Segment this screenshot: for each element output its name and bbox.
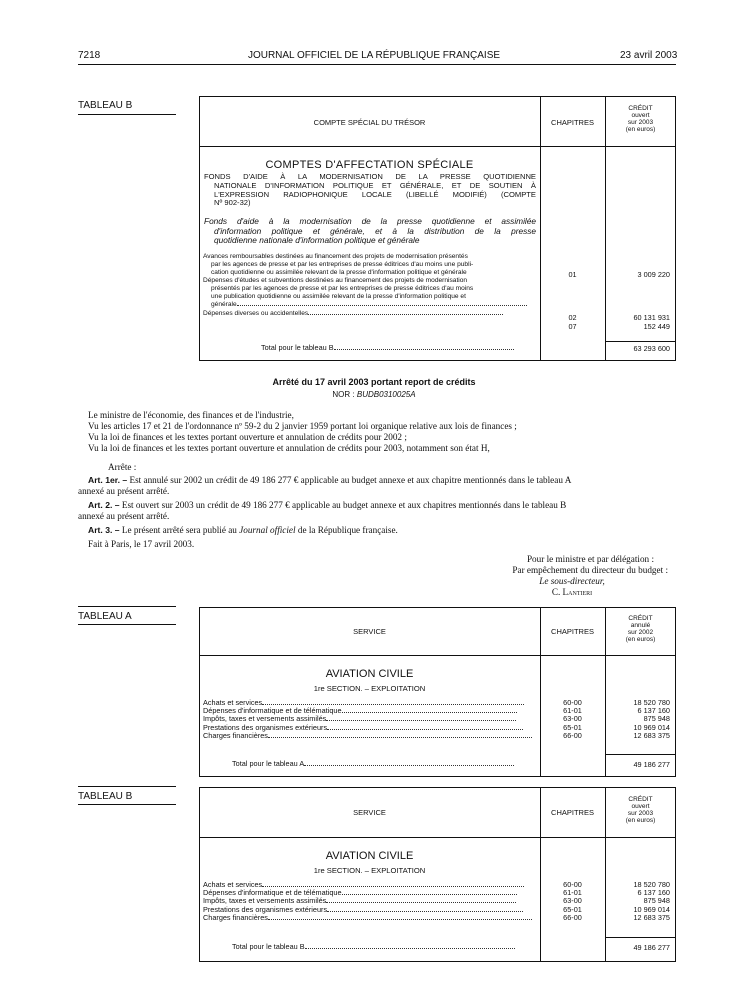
article-text: Est annulé sur 2002 un crédit de 49 186 277 € applicable au budget annexe et aux chapitre mentionnés dans le tableau A — [129, 475, 572, 485]
service-rows — [203, 699, 537, 740]
chapter-cell: 61-01 — [563, 888, 582, 898]
total-row — [232, 943, 515, 951]
intro-line: Vu les articles 17 et 21 de l'ordonnance nº 59-2 du 2 janvier 1959 portant loi organique relative aux lois de finances ; — [88, 421, 517, 431]
column-header-chapters: CHAPITRES — [551, 808, 594, 817]
header-divider — [199, 146, 676, 147]
article-label: Art. 2. – — [88, 500, 120, 510]
service-rows — [203, 881, 537, 922]
credit-line: sur 2003 — [627, 119, 654, 126]
section-title: COMPTES D'AFFECTATION SPÉCIALE — [265, 159, 474, 171]
total-divider — [605, 937, 676, 938]
dot-leader — [268, 914, 532, 920]
column-header-account: COMPTE SPÉCIAL DU TRÉSOR — [313, 118, 426, 127]
table-label: TABLEAU B — [78, 791, 133, 802]
row-label: Impôts, taxes et versements assimilés — [203, 714, 327, 724]
article-line: annexé au présent arrêté. — [78, 511, 170, 521]
article-2 — [78, 500, 676, 522]
dot-leader — [262, 699, 524, 705]
amount-cell: 10 969 014 — [633, 722, 670, 732]
article-text: de la République française. — [295, 525, 398, 535]
credit-line: annulé — [630, 622, 651, 629]
chapter-cell: 60-00 — [563, 698, 582, 707]
column-header-credit — [605, 105, 676, 133]
dot-leader — [304, 760, 514, 766]
row-label: Prestations des organismes extérieurs — [203, 904, 328, 914]
nor-reference — [0, 390, 748, 399]
item-text: générale — [211, 301, 237, 309]
credit-line: (en euros) — [625, 126, 656, 133]
table-label: TABLEAU A — [78, 611, 132, 622]
nor-code: BUDB0310025A — [356, 390, 416, 399]
total-amount: 63 293 600 — [633, 344, 670, 353]
dot-leader — [326, 897, 516, 903]
fund-title — [204, 173, 536, 208]
dot-leader — [326, 715, 516, 721]
service-title: AVIATION CIVILE — [325, 850, 414, 862]
journal-title: JOURNAL OFFICIEL DE LA RÉPUBLIQUE FRANÇAISE — [247, 50, 501, 61]
chapter-cell: 66-00 — [563, 912, 582, 922]
intro-line: Le ministre de l'économie, des finances et de l'industrie, — [88, 410, 294, 420]
signature-line: Le sous-directeur, — [539, 576, 605, 586]
article-text: Le présent arrêté sera publié au — [121, 525, 240, 535]
row-label: Charges financières — [203, 912, 268, 922]
item-line: Avances remboursables destinées au financement des projets de modernisation présentés — [203, 253, 468, 260]
chapter-cell: 65-01 — [563, 904, 582, 914]
chapter-cell: 61-01 — [563, 706, 582, 716]
amount-cell: 10 969 014 — [633, 904, 670, 914]
label-rule — [78, 114, 176, 115]
credit-line: CRÉDIT — [628, 615, 653, 622]
label-rule — [78, 786, 176, 787]
amount-cell: 18 520 780 — [633, 698, 670, 707]
amount-cell: 875 948 — [643, 896, 670, 906]
chapter-cell: 07 — [568, 322, 577, 331]
header-divider — [199, 837, 676, 838]
arrete-heading: Arrête : — [108, 462, 137, 472]
fund-line: L'EXPRESSION RADIOPHONIQUE LOCALE (LIBELLÉ MODIFIÉ) (COMPTE — [214, 189, 536, 199]
row-label: Achats et services — [203, 880, 263, 889]
column-header-chapters: CHAPITRES — [551, 118, 594, 127]
issue-date: 23 avril 2003 — [620, 50, 678, 61]
dot-leader — [305, 943, 515, 949]
total-divider — [605, 754, 676, 755]
item-line — [203, 309, 537, 318]
credit-line: (en euros) — [625, 817, 656, 824]
dot-leader — [262, 881, 524, 887]
credit-line: sur 2002 — [627, 629, 654, 636]
credit-line: (en euros) — [625, 636, 656, 643]
amount-cell: 12 683 375 — [633, 730, 670, 740]
chapter-cell: 63-00 — [563, 714, 582, 724]
total-amount: 49 186 277 — [633, 943, 670, 952]
dot-leader — [342, 889, 517, 895]
article-text: Est ouvert sur 2003 un crédit de 49 186 277 € applicable au budget annexe et aux chapitres mentionnés dans le tableau B — [121, 500, 567, 510]
decree-title: Arrêté du 17 avril 2003 portant report de crédits — [272, 377, 476, 387]
amount-cell: 12 683 375 — [633, 912, 670, 922]
label-rule — [78, 624, 176, 625]
row-label: Achats et services — [203, 698, 263, 707]
label-rule — [78, 804, 176, 805]
total-label: Total pour le tableau A — [232, 759, 305, 768]
total-amount: 49 186 277 — [633, 760, 670, 769]
chapter-cell: 60-00 — [563, 880, 582, 889]
dot-leader — [237, 300, 527, 306]
article-3 — [88, 525, 398, 536]
dot-leader — [327, 906, 523, 912]
total-label: Total pour le tableau B — [232, 942, 305, 951]
amount-cell: 875 948 — [643, 714, 670, 724]
total-label: Total pour le tableau B — [261, 343, 334, 352]
amount-cell: 60 131 931 — [633, 313, 670, 322]
credit-line: ouvert — [631, 112, 650, 119]
amount-cell: 18 520 780 — [633, 880, 670, 889]
budget-items — [203, 253, 537, 318]
column-header-service: SERVICE — [353, 627, 386, 636]
signature-line: Par empêchement du directeur du budget : — [512, 565, 668, 575]
item-line: cation quotidienne ou assimilée relevant de la presse d'information politique et générale — [211, 268, 467, 276]
total-row — [261, 344, 514, 352]
dot-leader — [308, 309, 503, 315]
chapter-cell: 02 — [568, 313, 577, 322]
chapter-cell: 66-00 — [563, 730, 582, 740]
page-number: 7218 — [78, 50, 101, 61]
subtitle-line: d'information politique et générale, et à la distribution de la presse — [214, 225, 536, 236]
credit-line: ouvert — [631, 803, 650, 810]
item-line: présentés par les agences de presse et par les entreprises de presse éditrices d'au moins — [211, 284, 474, 292]
amount-cell: 152 449 — [643, 322, 670, 331]
section-subtitle: 1re SECTION. – EXPLOITATION — [313, 866, 426, 875]
row-label: Prestations des organismes extérieurs — [203, 722, 328, 732]
article-1 — [78, 475, 676, 497]
nor-label: NOR : — [332, 390, 357, 399]
subtitle-line: Fonds d'aide à la modernisation de la presse quotidienne et assimilée — [204, 216, 536, 226]
chapter-column — [540, 881, 605, 922]
dot-leader — [342, 707, 517, 713]
fund-line: Nº 902-32) — [214, 198, 251, 208]
chapter-column — [540, 699, 605, 740]
column-header-service: SERVICE — [353, 808, 386, 817]
item-line — [203, 300, 537, 309]
row-label: Dépenses d'informatique et de télématique — [203, 706, 342, 716]
item-line: par les agences de presse et par les entreprises de presse éditrices d'au moins une publi- — [211, 260, 474, 268]
total-row — [232, 760, 514, 768]
item-line: Dépenses d'études et subventions destinées au financement des projets de modernisation — [203, 276, 468, 284]
item-line: une publication quotidienne ou assimilée relevant de la presse d'information politique et — [211, 292, 466, 300]
fund-line: FONDS D'AIDE À LA MODERNISATION DE LA PRESSE QUOTIDIENNE — [204, 172, 536, 181]
article-line — [78, 475, 676, 486]
amount-cell: 6 137 160 — [637, 706, 670, 716]
journal-name: Journal officiel — [239, 525, 296, 535]
amount-column — [605, 881, 670, 922]
dot-leader — [327, 724, 523, 730]
amount-column — [605, 699, 670, 740]
intro-line: Vu la loi de finances et les textes portant ouverture et annulation de crédits pour 2003, notamment son état H, — [88, 443, 490, 453]
fund-subtitle — [204, 217, 536, 246]
article-line — [78, 500, 676, 511]
dot-leader — [268, 732, 532, 738]
chapter-cell: 01 — [568, 270, 577, 279]
table-row — [203, 914, 537, 922]
subtitle-line: quotidienne nationale d'information politique et générale — [214, 235, 420, 246]
amount-cell: 3 009 220 — [637, 270, 670, 279]
intro-line: Vu la loi de finances et les textes portant ouverture et annulation de crédits pour 2002 ; — [88, 432, 407, 442]
signature-line: Pour le ministre et par délégation : — [526, 554, 654, 564]
decree-intro — [88, 410, 678, 454]
signature-block — [400, 554, 668, 598]
credit-line: CRÉDIT — [628, 105, 653, 112]
done-at: Fait à Paris, le 17 avril 2003. — [88, 539, 195, 549]
total-divider — [605, 341, 676, 342]
chapter-cell: 65-01 — [563, 722, 582, 732]
section-subtitle: 1re SECTION. – EXPLOITATION — [313, 684, 426, 693]
signatory-name: C. Lantieri — [551, 587, 593, 597]
row-label: Dépenses d'informatique et de télématique — [203, 888, 342, 898]
table-row — [203, 732, 537, 740]
row-label: Impôts, taxes et versements assimilés — [203, 896, 327, 906]
article-label: Art. 1er. – — [88, 475, 128, 485]
column-header-chapters: CHAPITRES — [551, 627, 594, 636]
dot-leader — [334, 344, 514, 350]
item-text: Dépenses diverses ou accidentelles — [203, 310, 309, 318]
fund-line: NATIONALE D'INFORMATION POLITIQUE ET GÉNÉRALE, ET DE SOUTIEN À — [214, 180, 536, 190]
article-line: annexé au présent arrêté. — [78, 486, 170, 496]
column-header-credit — [605, 615, 676, 643]
amount-cell: 6 137 160 — [637, 888, 670, 898]
column-header-credit — [605, 796, 676, 824]
label-rule — [78, 606, 176, 607]
table-label: TABLEAU B — [78, 100, 133, 111]
chapter-cell: 63-00 — [563, 896, 582, 906]
service-title: AVIATION CIVILE — [325, 668, 414, 680]
credit-line: sur 2003 — [627, 810, 654, 817]
credit-line: CRÉDIT — [628, 796, 653, 803]
row-label: Charges financières — [203, 730, 268, 740]
header-divider — [199, 655, 676, 656]
header-rule — [78, 64, 676, 65]
article-label: Art. 3. – — [88, 525, 120, 535]
